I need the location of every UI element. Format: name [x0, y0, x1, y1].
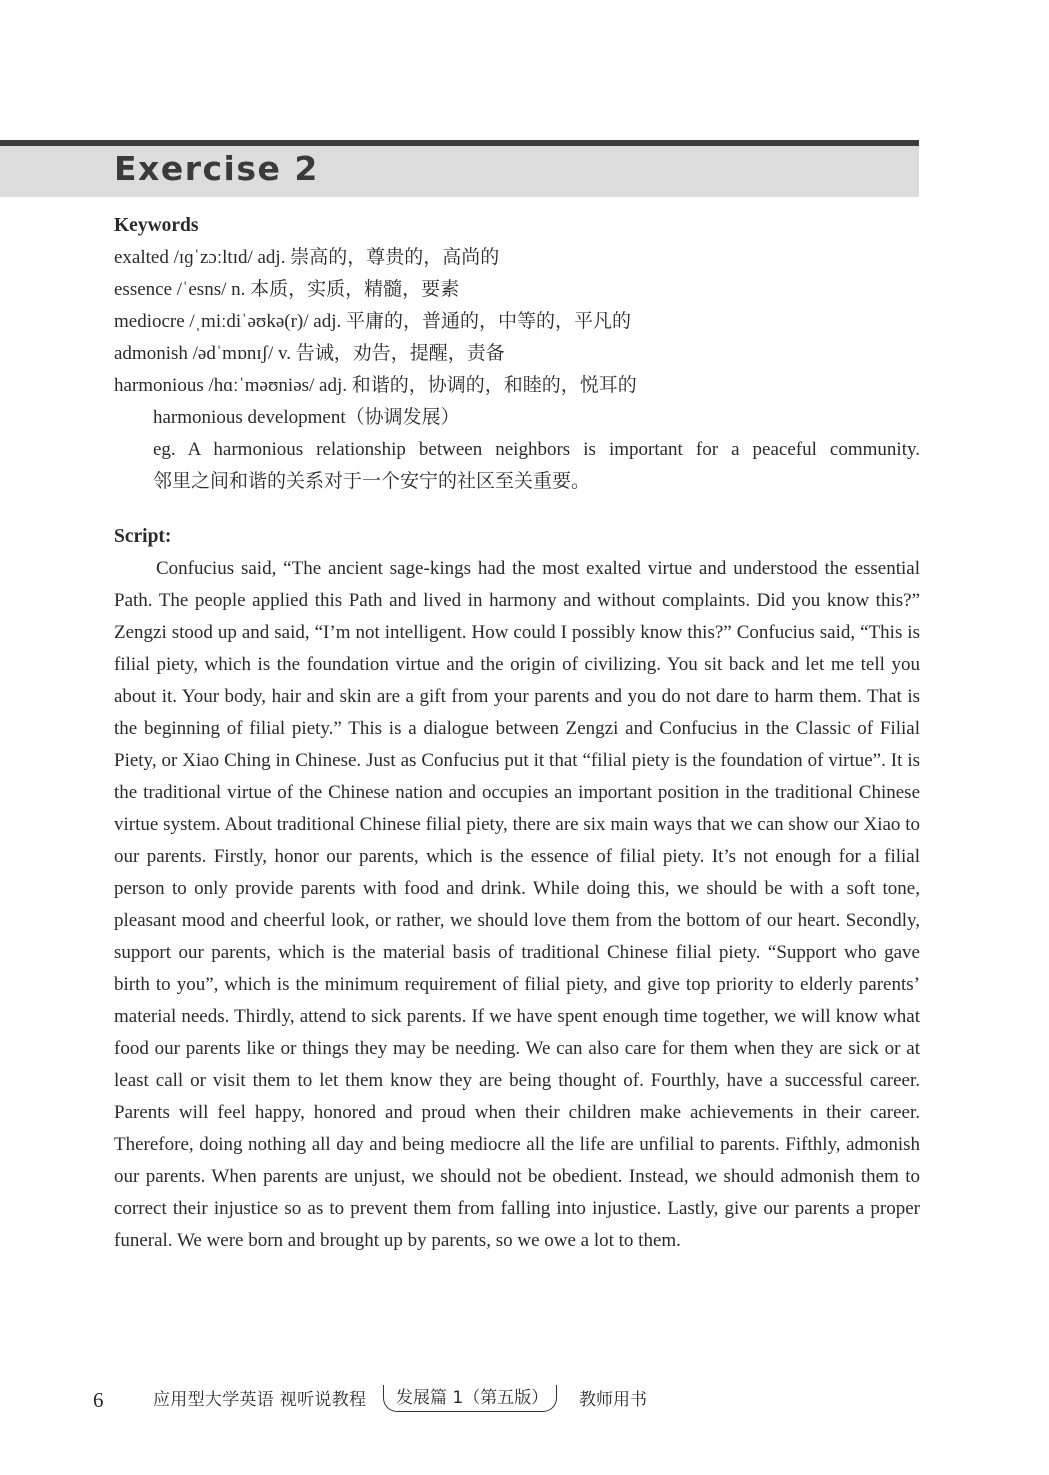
keyword-entry-admonish: admonish /ədˈmɒnɪʃ/ v. 告诫，劝告，提醒，责备 — [114, 343, 505, 364]
script-paragraph: Confucius said, “The ancient sage-kings had the most exalted virtue and understood the essential Path. The people applied this Path and lived in harmony and without complaints. Did you know this?” Zengzi stood up and said, “I’m not intelligent. How could I possibly know this?” Confucius said, “This is filial piety, which is the foundation virtue and the origin of civilizing. You sit back and let me tell you about it. Your body, hair and skin are a gift from your parents and you do not dare to harm them. That is the beginning of filial piety.” This is a dialogue between Zengzi and Confucius in the Classic of Filial Piety, or Xiao Ching in Chinese. Just as Confucius put it that “filial piety is the foundation of virtue”. It is the traditional virtue of the Chinese nation and occupies an important position in the traditional Chinese virtue system. About traditional Chinese filial piety, there are six main ways that we can show our Xiao to our parents. Firstly, honor our parents, which is the essence of filial piety. It’s not enough for a filial person to only provide parents with food and drink. While doing this, we should be with a soft tone, pleasant mood and cheerful look, or rather, we should love them from the bottom of our heart. Secondly, support our parents, which is the material basis of traditional Chinese filial piety. “Support who gave birth to you”, which is the minimum requirement of filial piety, and give top priority to elderly parents’ material needs. Thirdly, attend to sick parents. If we have spent enough time together, we will know what food our parents like or things they may be needing. We can also care for them when they are sick or at least call or visit them to let them know they are being thought of. Fourthly, have a successful career. Parents will feel happy, honored and proud when their children make achievements in their career. Therefore, doing nothing all day and being mediocre all the life are unfilial to parents. Fifthly, admonish our parents. When parents are unjust, we should not be obedient. Instead, we should admonish them to correct their injustice so as to prevent them from falling into injustice. Lastly, give our parents a proper funeral. We were born and brought up by parents, so we owe a lot to them. — [114, 558, 920, 1251]
section-gap — [114, 498, 920, 521]
book-series-badge: 发展篇 1（第五版） — [383, 1385, 557, 1412]
keywords-heading: Keywords — [114, 215, 199, 236]
exercise-title: Exercise 2 — [114, 149, 319, 188]
book-title: 应用型大学英语 视听说教程 — [153, 1390, 367, 1410]
page-footer — [0, 1387, 1049, 1417]
keyword-example-chinese: 邻里之间和谐的关系对于一个安宁的社区至关重要。 — [153, 471, 591, 492]
keyword-example-english: eg. A harmonious relationship between neighbors is important for a peaceful community. — [153, 439, 920, 460]
keyword-entry-mediocre: mediocre /ˌmiːdiˈəʊkə(r)/ adj. 平庸的，普通的，中等的，平凡的 — [114, 311, 631, 332]
keyword-entry-essence: essence /ˈesns/ n. 本质，实质，精髓，要素 — [114, 279, 460, 300]
keyword-entry-exalted: exalted /ɪɡˈzɔːltɪd/ adj. 崇高的，尊贵的，高尚的 — [114, 247, 500, 268]
keyword-entry-harmonious: harmonious /hɑːˈməʊniəs/ adj. 和谐的，协调的，和睦的，悦耳的 — [114, 375, 637, 396]
script-heading: Script: — [114, 526, 172, 547]
book-suffix: 教师用书 — [579, 1390, 647, 1410]
page-number: 6 — [93, 1388, 104, 1412]
page-content — [114, 210, 920, 1257]
keyword-phrase: harmonious development（协调发展） — [153, 407, 460, 428]
